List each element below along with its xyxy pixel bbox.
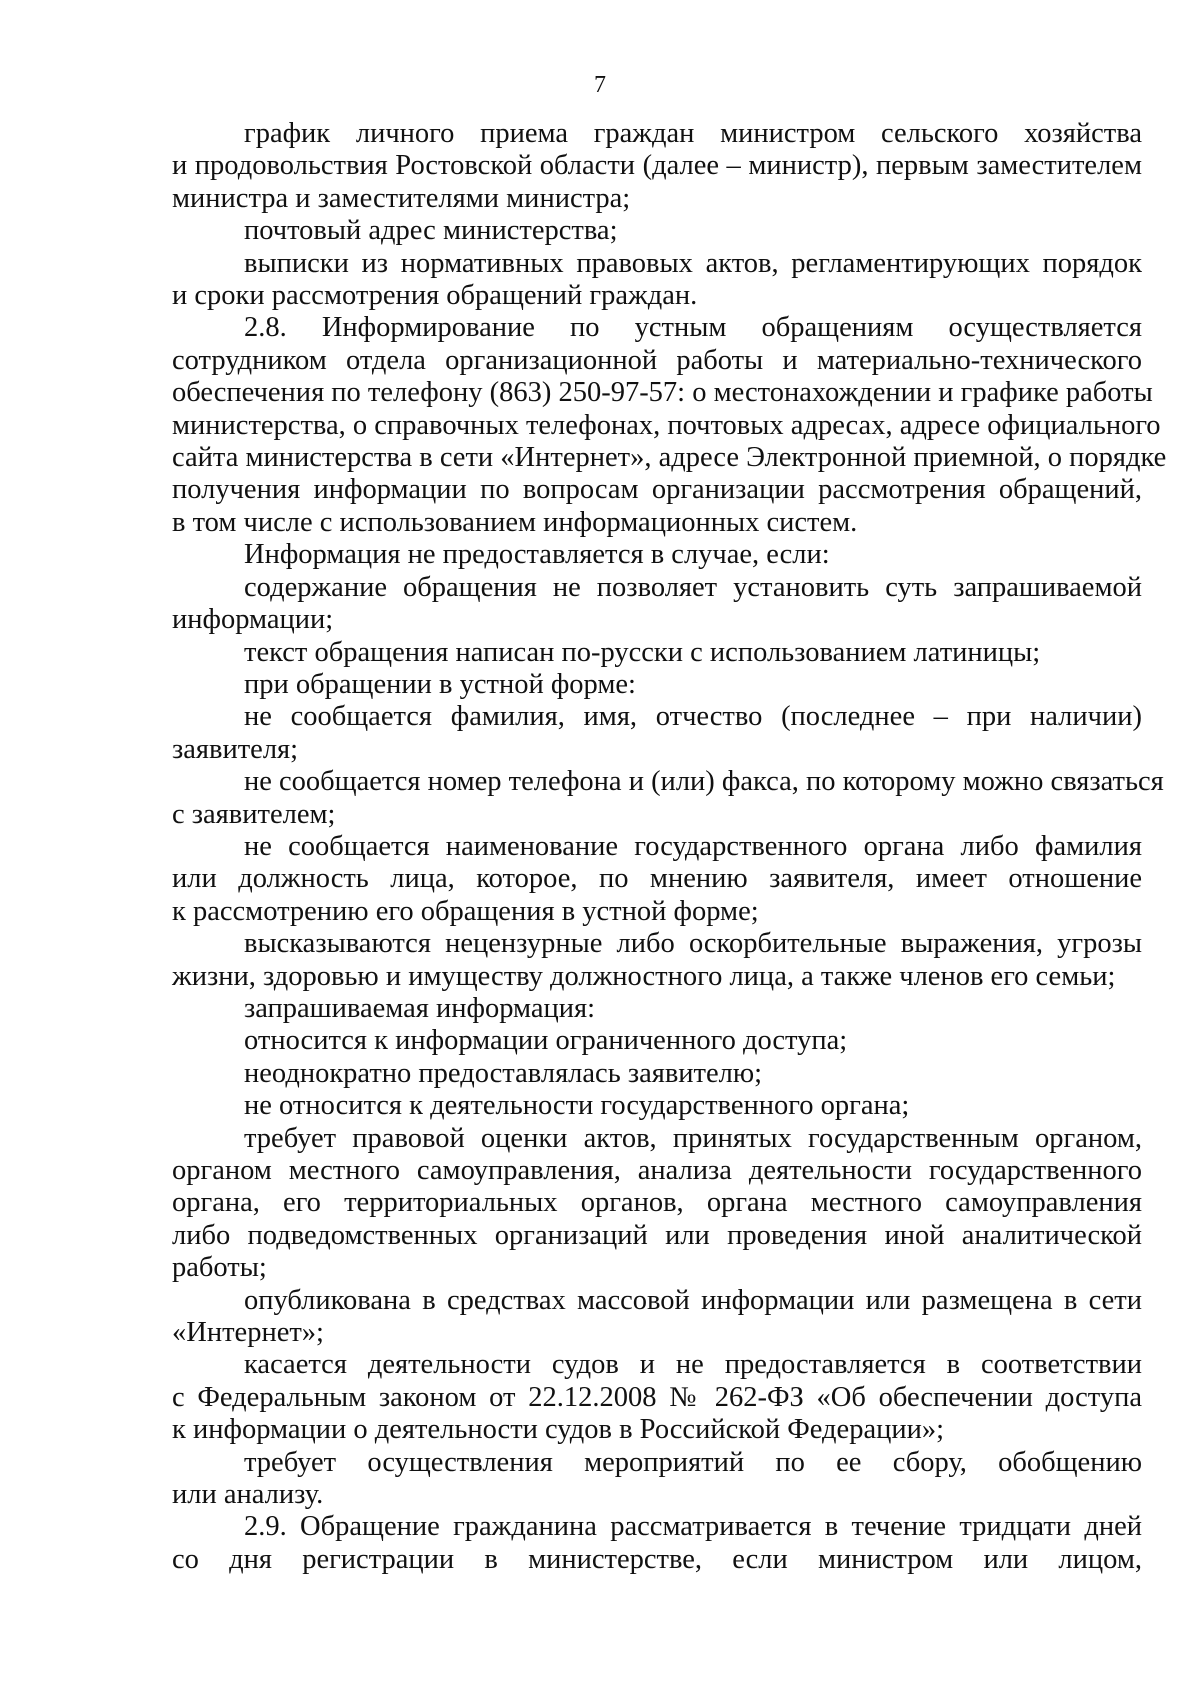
text-line: при обращении в устной форме:	[244, 668, 636, 700]
text-line: и продовольствия Ростовской области (далее – министр), первым заместителем	[172, 150, 1142, 182]
text-line: к информации о деятельности судов в Российской Федерации»;	[172, 1414, 945, 1446]
text-line: требует осуществления мероприятий по ее сбору, обобщению	[244, 1446, 1142, 1478]
text-line: опубликована в средствах массовой информации или размещена в сети	[244, 1284, 1142, 1316]
text-line: с заявителем;	[172, 798, 336, 830]
text-line: «Интернет»;	[172, 1317, 324, 1349]
text-line: или анализу.	[172, 1479, 324, 1511]
text-line: текст обращения написан по-русски с использованием латиницы;	[244, 636, 1041, 668]
text-line: органом местного самоуправления, анализа деятельности государственного	[172, 1155, 1142, 1186]
paragraph	[172, 1447, 1142, 1512]
paragraph	[172, 993, 1142, 1025]
paragraph	[172, 831, 1142, 928]
text-line: заявителя;	[172, 733, 299, 765]
text-line: со дня регистрации в министерстве, если министром или лицом,	[172, 1543, 1142, 1575]
text-line: не сообщается фамилия, имя, отчество (последнее – при наличии)	[244, 701, 1142, 733]
text-line: обеспечения по телефону (863) 250-97-57: о местонахождении и графике работы	[172, 377, 1153, 409]
text-line: Информация не предоставляется в случае, если:	[244, 539, 830, 571]
text-line: касается деятельности судов и не предоставляется в соответствии	[244, 1349, 1142, 1381]
text-line: получения информации по вопросам организации рассмотрения обращений,	[172, 474, 1142, 506]
text-line: требует правовой оценки актов, принятых государственным органом,	[244, 1122, 1142, 1154]
text-line: в том числе с использованием информационных систем.	[172, 506, 858, 538]
text-line: 2.8. Информирование по устным обращениям осуществляется	[244, 312, 1142, 344]
text-line: или должность лица, которое, по мнению заявителя, имеет отношение	[172, 863, 1142, 895]
text-line: министерства, о справочных телефонах, почтовых адресах, адресе официального	[172, 409, 1161, 441]
text-line: работы;	[172, 1252, 267, 1284]
paragraph	[172, 1090, 1142, 1122]
paragraph	[172, 1349, 1142, 1446]
text-line: с Федеральным законом от 22.12.2008 № 262-ФЗ «Об обеспечении доступа	[172, 1381, 1142, 1413]
text-line: относится к информации ограниченного доступа;	[244, 1025, 848, 1057]
text-line: не сообщается наименование государственного органа либо фамилия	[244, 830, 1142, 862]
paragraph	[172, 928, 1142, 993]
text-line: неоднократно предоставлялась заявителю;	[244, 1057, 763, 1089]
text-line: сайта министерства в сети «Интернет», адресе Электронной приемной, о порядке	[172, 442, 1167, 474]
text-line: график личного приема граждан министром сельского хозяйства	[244, 118, 1142, 149]
text-line: содержание обращения не позволяет установить суть запрашиваемой	[244, 571, 1142, 603]
text-line: высказываются нецензурные либо оскорбительные выражения, угрозы	[244, 928, 1142, 960]
text-line: информации;	[172, 604, 334, 636]
text-line: не сообщается номер телефона и (или) факса, по которому можно связаться	[244, 766, 1164, 798]
text-line: запрашиваемая информация:	[244, 992, 596, 1024]
text-line: министра и заместителями министра;	[172, 182, 631, 214]
text-line: почтовый адрес министерства;	[244, 215, 618, 247]
paragraph	[172, 118, 1142, 215]
text-line: органа, его территориальных органов, органа местного самоуправления	[172, 1187, 1142, 1219]
paragraph	[172, 1123, 1142, 1285]
paragraph	[172, 215, 1142, 247]
paragraph	[172, 1025, 1142, 1057]
text-line: жизни, здоровью и имуществу должностного лица, а также членов его семьи;	[172, 960, 1116, 992]
paragraph	[172, 766, 1164, 831]
paragraph	[172, 701, 1142, 766]
text-line: либо подведомственных организаций или проведения иной аналитической	[172, 1219, 1142, 1251]
text-line: выписки из нормативных правовых актов, регламентирующих порядок	[244, 247, 1142, 279]
text-line: 2.9. Обращение гражданина рассматривается в течение тридцати дней	[244, 1511, 1142, 1543]
document-body	[172, 118, 1167, 1576]
paragraph	[172, 539, 1142, 571]
paragraph	[172, 572, 1142, 637]
paragraph	[172, 669, 1142, 701]
text-line: не относится к деятельности государственного органа;	[244, 1090, 910, 1122]
page-number: 7	[594, 72, 606, 98]
text-line: и сроки рассмотрения обращений граждан.	[172, 280, 698, 312]
paragraph	[172, 248, 1142, 313]
paragraph	[172, 312, 1167, 539]
paragraph	[172, 1058, 1142, 1090]
text-line: сотрудником отдела организационной работы и материально-технического	[172, 344, 1142, 376]
paragraph	[172, 1511, 1142, 1576]
text-line: к рассмотрению его обращения в устной форме;	[172, 895, 759, 927]
paragraph	[172, 637, 1142, 669]
paragraph	[172, 1285, 1142, 1350]
